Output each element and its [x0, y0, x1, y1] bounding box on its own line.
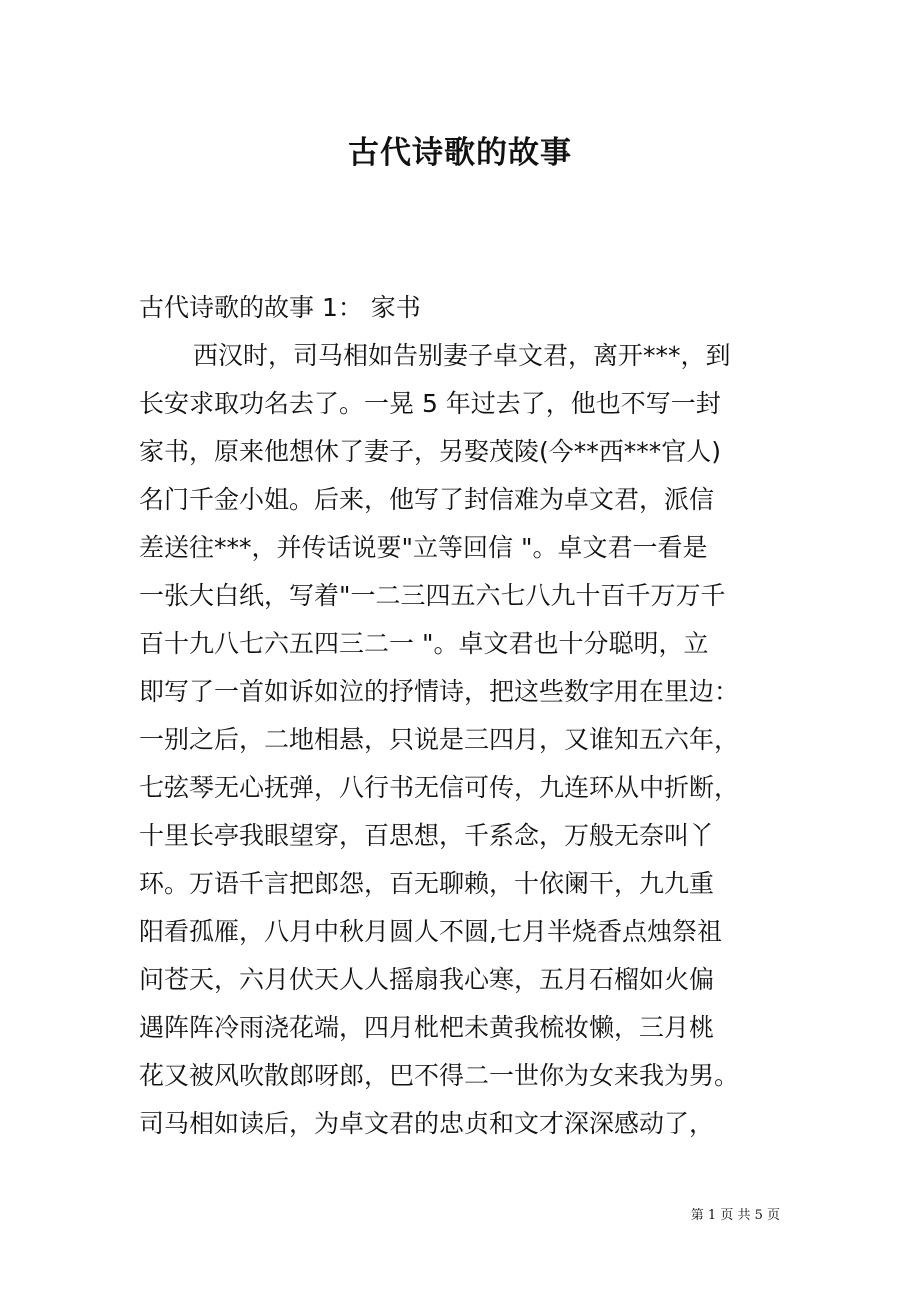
paragraph-line: 家书，原来他想休了妻子，另娶茂陵(今**西***官人)	[139, 437, 722, 466]
paragraph-line: 十里长亭我眼望穿，百思想，千系念，万般无奈叫丫	[139, 821, 715, 850]
paragraph-line: 一张大白纸，写着"一二三四五六七八九十百千万万千	[139, 581, 726, 610]
page-number-footer: 第 1 页 共 5 页	[690, 1208, 780, 1223]
paragraph-line: 差送往***，并传话说要"立等回信 "。卓文君一看是	[139, 533, 708, 562]
paragraph-line: 长安求取功名去了。一晃 5 年过去了，他也不写一封	[139, 389, 721, 418]
paragraph-line: 花又被风吹散郎呀郎，巴不得二一世你为女来我为男。	[139, 1061, 740, 1090]
paragraph-line: 百十九八七六五四三二一 "。卓文君也十分聪明，立	[139, 629, 709, 658]
paragraph-line: 遇阵阵冷雨浇花端，四月枇杷未黄我梳妆懒，三月桃	[139, 1013, 715, 1042]
document-title: 古代诗歌的故事	[348, 135, 572, 171]
section-heading: 古代诗歌的故事 1： 家书	[139, 293, 421, 322]
paragraph-line: 环。万语千言把郎怨，百无聊赖，十依阑干，九九重	[139, 869, 715, 898]
paragraph-line: 七弦琴无心抚弹，八行书无信可传，九连环从中折断，	[139, 773, 740, 802]
paragraph-line: 名门千金小姐。后来，他写了封信难为卓文君，派信	[139, 485, 715, 514]
paragraph-line: 问苍天，六月伏天人人摇扇我心寒，五月石榴如火偏	[139, 965, 715, 994]
paragraph-line: 阳看孤雁，八月中秋月圆人不圆,七月半烧香点烛祭祖	[139, 917, 722, 946]
paragraph-line: 即写了一首如诉如泣的抒情诗，把这些数字用在里边：	[139, 677, 740, 706]
document-body	[139, 284, 789, 1148]
paragraph-line: 司马相如读后，为卓文君的忠贞和文才深深感动了，	[139, 1109, 715, 1138]
paragraph-line: 一别之后，二地相悬，只说是三四月，又谁知五六年，	[139, 725, 740, 754]
paragraph-line: 西汉时，司马相如告别妻子卓文君，离开***，到	[193, 341, 731, 370]
